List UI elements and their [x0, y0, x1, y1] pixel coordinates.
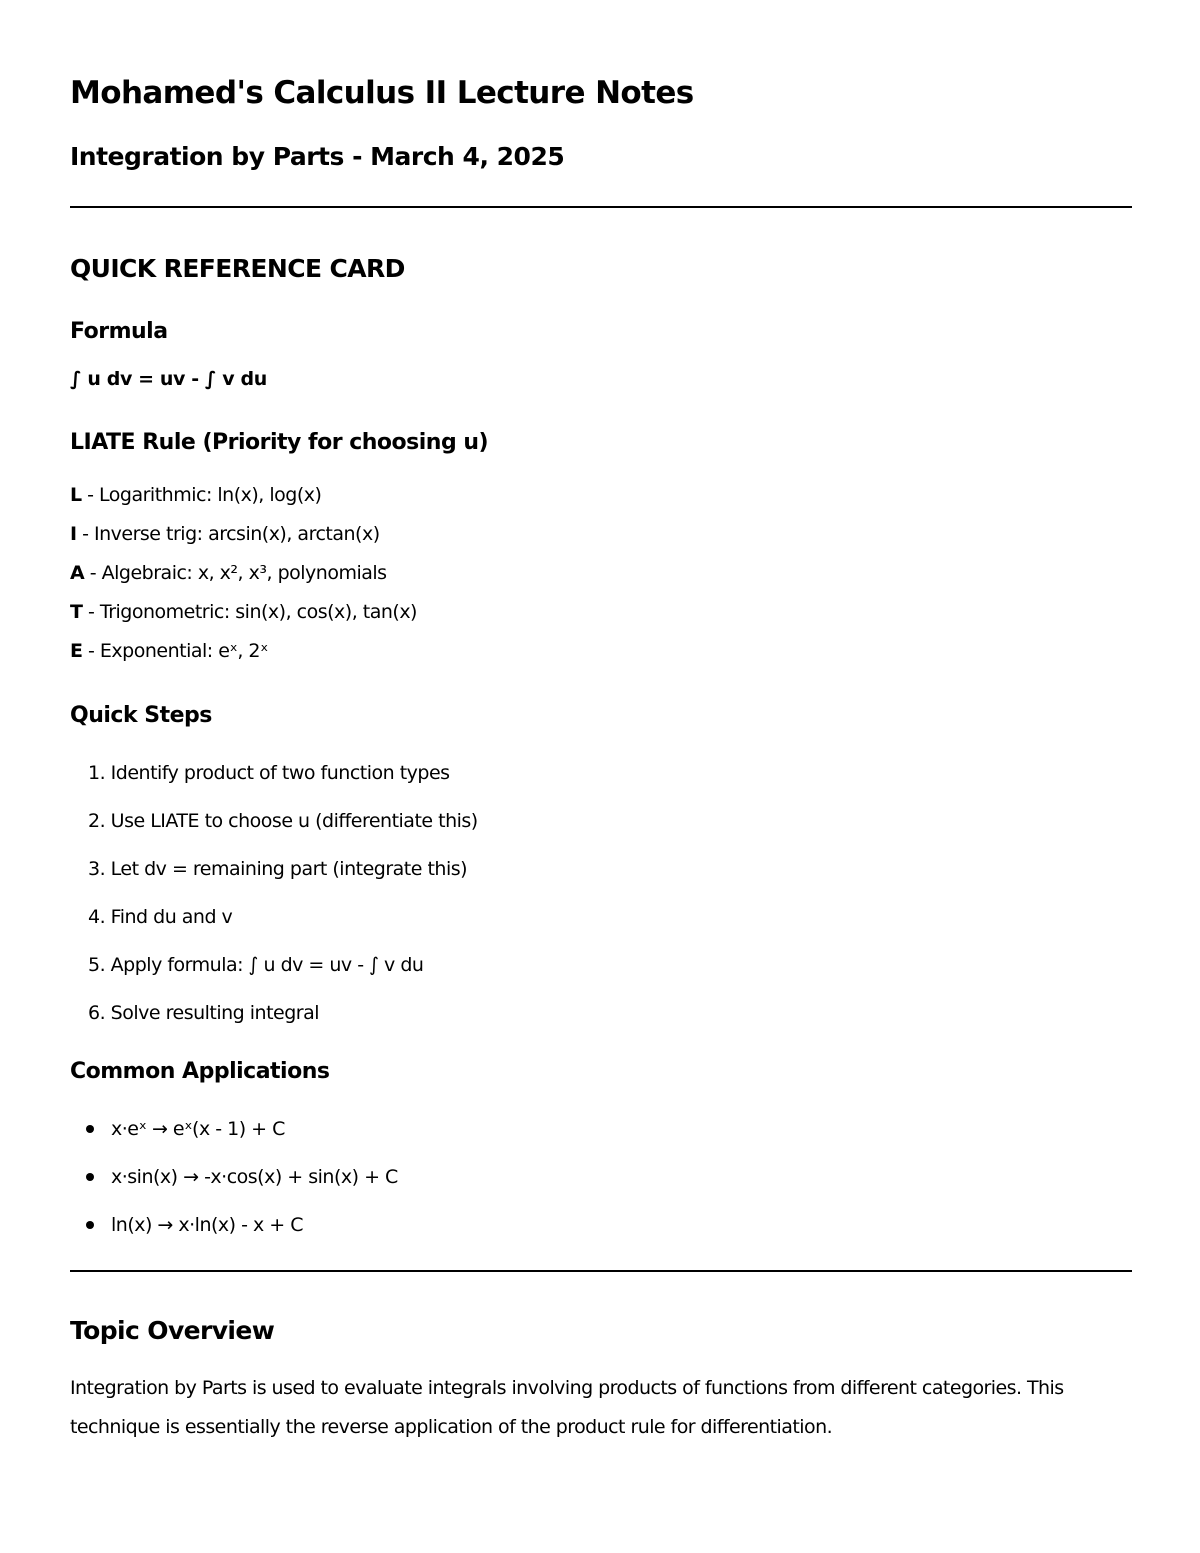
steps-list: [70, 749, 1132, 1037]
applications-list: [70, 1105, 1132, 1249]
liate-item-algebraic: [70, 554, 1132, 593]
bullet-icon: [86, 1173, 94, 1181]
formula-text: ∫ u dv = uv - ∫ v du: [70, 368, 267, 390]
overview-paragraph: Integration by Parts is used to evaluate integrals involving products of functions from different categories. This technique is essentially the reverse application of the product rule for differentiation.: [70, 1377, 1064, 1438]
liate-item-trigonometric: [70, 593, 1132, 632]
steps-heading: Quick Steps: [70, 703, 212, 728]
liate-description: - Logarithmic: ln(x), log(x): [81, 484, 322, 506]
liate-item-exponential: [70, 632, 1132, 671]
liate-item-inverse-trig: [70, 515, 1132, 554]
bottom-divider: [70, 1270, 1132, 1272]
topic-overview: [70, 1315, 1132, 1447]
liate-letter: I: [70, 523, 77, 545]
application-text: ln(x) → x·ln(x) - x + C: [111, 1214, 304, 1236]
formula-heading: Formula: [70, 319, 168, 344]
liate-description: - Exponential: eˣ, 2ˣ: [82, 640, 268, 662]
liate-letter: E: [70, 640, 83, 662]
document-subtitle: Integration by Parts - March 4, 2025: [70, 142, 565, 171]
application-item: [70, 1105, 1132, 1153]
step-item: 3. Let dv = remaining part (integrate this): [88, 858, 468, 880]
step-item: 1. Identify product of two function types: [88, 762, 450, 784]
liate-letter: T: [70, 601, 83, 623]
document-title: Mohamed's Calculus II Lecture Notes: [70, 75, 694, 111]
liate-letter: L: [70, 484, 82, 506]
top-divider: [70, 206, 1132, 208]
liate-item-logarithmic: [70, 476, 1132, 515]
step-item: 5. Apply formula: ∫ u dv = uv - ∫ v du: [88, 954, 424, 976]
step-item: 6. Solve resulting integral: [88, 1002, 320, 1024]
reference-card-heading: QUICK REFERENCE CARD: [70, 254, 405, 283]
step-item: 2. Use LIATE to choose u (differentiate this): [88, 810, 478, 832]
liate-description: - Inverse trig: arcsin(x), arctan(x): [76, 523, 380, 545]
quick-reference-card: [70, 253, 1132, 1249]
liate-letter: A: [70, 562, 85, 584]
applications-heading: Common Applications: [70, 1059, 330, 1084]
bullet-icon: [86, 1221, 94, 1229]
liate-description: - Trigonometric: sin(x), cos(x), tan(x): [82, 601, 417, 623]
liate-list: [70, 476, 1132, 671]
overview-heading: Topic Overview: [70, 1316, 275, 1345]
application-text: x·sin(x) → -x·cos(x) + sin(x) + C: [111, 1166, 398, 1188]
application-item: [70, 1201, 1132, 1249]
liate-description: - Algebraic: x, x², x³, polynomials: [84, 562, 387, 584]
liate-heading: LIATE Rule (Priority for choosing u): [70, 430, 489, 455]
step-item: 4. Find du and v: [88, 906, 233, 928]
application-item: [70, 1153, 1132, 1201]
bullet-icon: [86, 1125, 94, 1133]
application-text: x·eˣ → eˣ(x - 1) + C: [111, 1118, 285, 1140]
